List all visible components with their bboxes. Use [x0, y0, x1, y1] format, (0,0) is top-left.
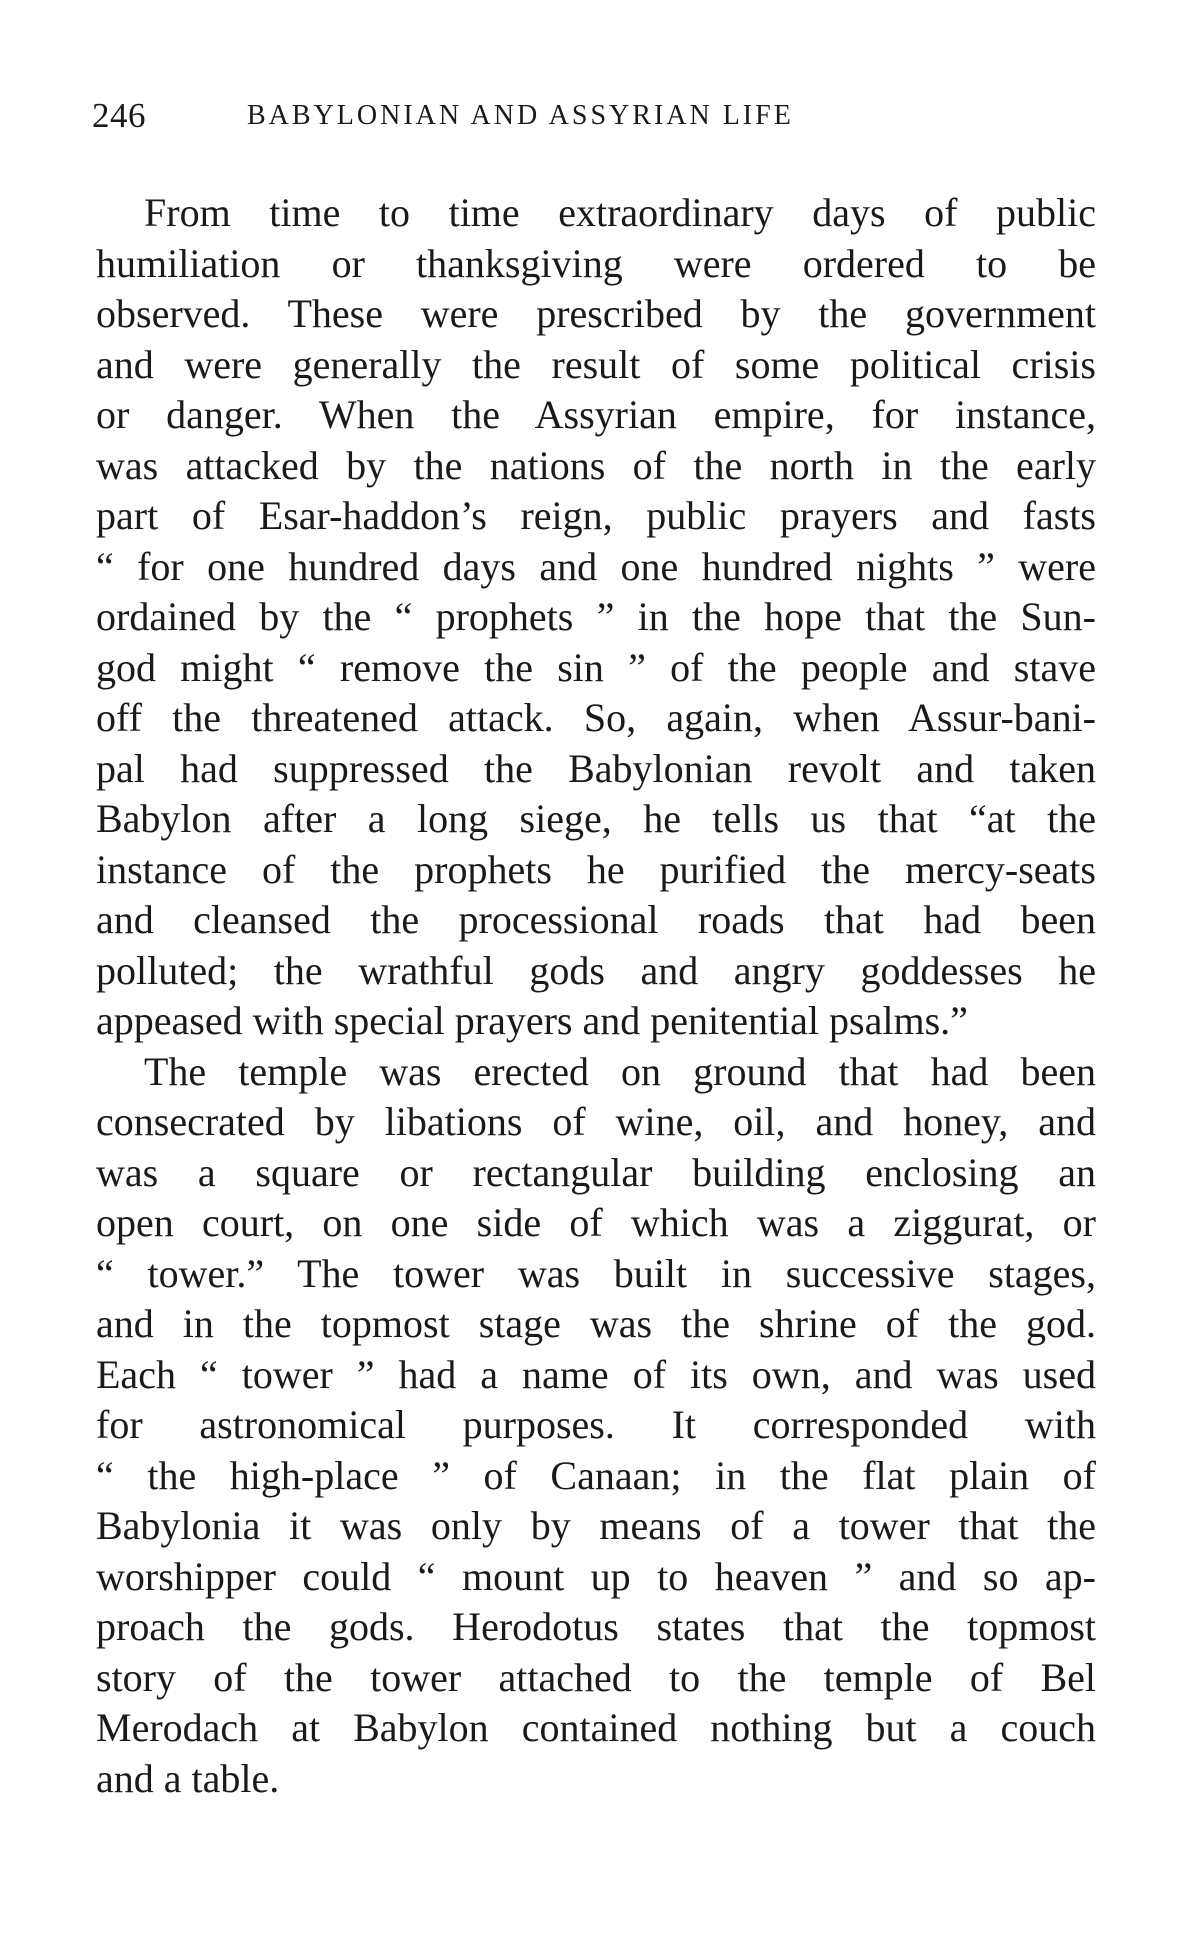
- text-line: god might “ remove the sin ” of the people and stave: [96, 644, 1096, 690]
- text-line: and cleansed the processional roads that had been: [96, 897, 1096, 942]
- text-line: or danger. When the Assyrian empire, for instance,: [96, 392, 1096, 437]
- text-line: pal had suppressed the Babylonian revolt and taken: [96, 745, 1096, 791]
- page-number: 246: [92, 96, 146, 135]
- text-line: Merodach at Babylon contained nothing but a couch: [96, 1705, 1096, 1750]
- page-header: [92, 96, 972, 144]
- text-line: Each “ tower ” had a name of its own, and was used: [96, 1351, 1096, 1397]
- text-line: consecrated by libations of wine, oil, and honey, and: [96, 1099, 1096, 1144]
- text-line: Babylon after a long siege, he tells us that “at the: [96, 796, 1096, 841]
- text-line: “ the high-place ” of Canaan; in the flat plain of: [96, 1452, 1096, 1498]
- text-line: instance of the prophets he purified the mercy-seats: [96, 846, 1096, 892]
- text-line: off the threatened attack. So, again, when Assur-bani-: [96, 695, 1096, 740]
- text-line: story of the tower attached to the temple of Bel: [96, 1654, 1096, 1700]
- text-line: From time to time extraordinary days of public: [144, 190, 1096, 235]
- text-line: and were generally the result of some political crisis: [96, 341, 1096, 387]
- text-line: polluted; the wrathful gods and angry goddesses he: [96, 947, 1096, 993]
- body-text: [96, 188, 1096, 1804]
- text-line: “ for one hundred days and one hundred nights ” were: [96, 543, 1096, 589]
- text-line: “ tower.” The tower was built in successive stages,: [96, 1250, 1096, 1296]
- text-line: humiliation or thanksgiving were ordered to be: [96, 240, 1096, 286]
- text-line: worshipper could “ mount up to heaven ” and so ap-: [96, 1553, 1096, 1599]
- running-head: BABYLONIAN AND ASSYRIAN LIFE: [247, 100, 794, 131]
- text-line: appeased with special prayers and penitential psalms.”: [96, 998, 968, 1043]
- text-line: ordained by the “ prophets ” in the hope that the Sun-: [96, 594, 1096, 639]
- text-line: and a table.: [96, 1755, 280, 1801]
- text-line: and in the topmost stage was the shrine of the god.: [96, 1301, 1096, 1346]
- text-line: proach the gods. Herodotus states that the topmost: [96, 1604, 1096, 1649]
- text-line: The temple was erected on ground that had been: [144, 1048, 1096, 1094]
- text-line: observed. These were prescribed by the government: [96, 291, 1096, 336]
- text-line: was a square or rectangular building enclosing an: [96, 1149, 1096, 1195]
- text-line: was attacked by the nations of the north in the early: [96, 442, 1096, 488]
- text-line: open court, on one side of which was a ziggurat, or: [96, 1200, 1096, 1245]
- text-line: Babylonia it was only by means of a tower that the: [96, 1503, 1096, 1548]
- text-line: for astronomical purposes. It corresponded with: [96, 1402, 1096, 1447]
- text-line: part of Esar-haddon’s reign, public prayers and fasts: [96, 493, 1096, 538]
